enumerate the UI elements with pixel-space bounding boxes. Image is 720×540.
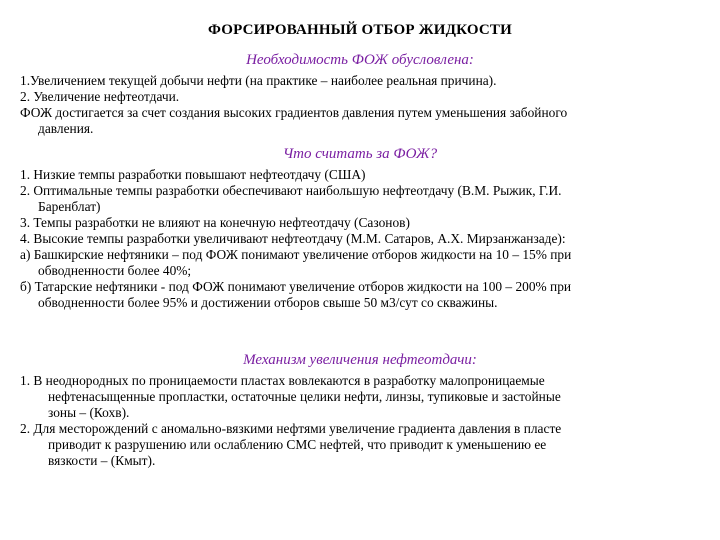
list-item: 1. В неоднородных по проницаемости пластах вовлекаются в разработку малопроницаемые	[20, 373, 545, 388]
list-item: 1.Увеличением текущей добычи нефти (на практике – наиболее реальная причина).	[20, 73, 497, 88]
list-item-continuation: вязкости – (Кмыт).	[48, 453, 156, 468]
list-item-continuation: зоны – (Кохв).	[48, 405, 130, 420]
list-item: ФОЖ достигается за счет создания высоких градиентов давления путем уменьшения забойного	[20, 105, 568, 120]
list-item-continuation: приводит к разрушению или ослаблению СМС нефтей, что приводит к уменьшению ее	[48, 437, 547, 452]
list-item-continuation: Баренблат)	[38, 199, 101, 214]
list-item: 2. Оптимальные темпы разработки обеспечивают наибольшую нефтеотдачу (В.М. Рыжик, Г.И.	[20, 183, 562, 198]
list-item: 1. Низкие темпы разработки повышают нефтеотдачу (США)	[20, 167, 366, 182]
list-item-continuation: нефтенасыщенные пропластки, остаточные целики нефти, линзы, тупиковые и застойные	[48, 389, 561, 404]
slide-title: ФОРСИРОВАННЫЙ ОТБОР ЖИДКОСТИ	[207, 22, 513, 38]
heading-necessity: Необходимость ФОЖ обусловлена:	[246, 52, 474, 68]
section-mechanism	[20, 373, 690, 469]
list-item-continuation: обводненности более 95% и достижении отборов свыше 50 м3/сут со скважины.	[38, 295, 498, 310]
section-what-is	[20, 167, 690, 311]
list-item: б) Татарские нефтяники - под ФОЖ понимают увеличение отборов жидкости на 100 – 200% при	[20, 279, 572, 294]
list-item: а) Башкирские нефтяники – под ФОЖ понимают увеличение отборов жидкости на 10 – 15% при	[20, 247, 572, 262]
section-necessity	[20, 73, 690, 137]
heading-what-is: Что считать за ФОЖ?	[282, 146, 438, 162]
list-item: 2. Для месторождений с аномально-вязкими нефтями увеличение градиента давления в пласте	[20, 421, 562, 436]
list-item: 3. Темпы разработки не влияют на конечную нефтеотдачу (Сазонов)	[20, 215, 410, 230]
list-item-continuation: давления.	[38, 121, 94, 136]
list-item-continuation: обводненности более 40%;	[38, 263, 192, 278]
list-item: 4. Высокие темпы разработки увеличивают нефтеотдачу (М.М. Сатаров, А.Х. Мирзанжанзаде):	[20, 231, 566, 246]
list-item: 2. Увеличение нефтеотдачи.	[20, 89, 180, 104]
heading-mechanism: Механизм увеличения нефтеотдачи:	[243, 352, 477, 368]
